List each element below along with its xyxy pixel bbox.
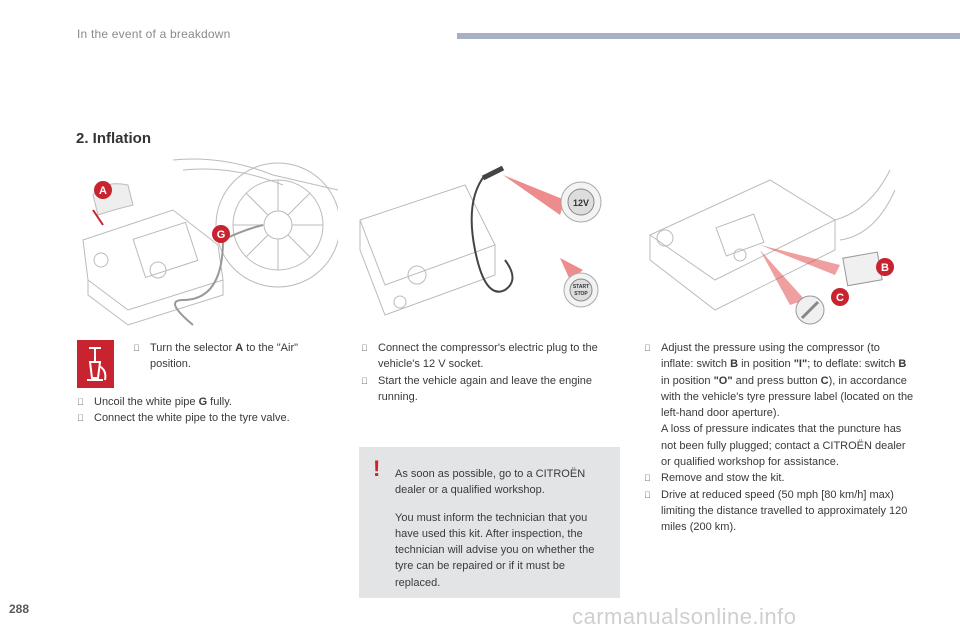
illustration-12v-socket: [355, 150, 620, 330]
bullet-marker: [133, 340, 150, 373]
step-uncoil-pipe: Uncoil the white pipe G fully.: [94, 396, 232, 408]
illustration-pressure-adjust: [640, 150, 910, 330]
step-turn-selector: Turn the selector A to the "Air" position.: [133, 340, 333, 373]
step-connect-pipe: Connect the white pipe to the tyre valve.: [94, 412, 290, 425]
label-c: C: [836, 292, 844, 304]
page-number: 288: [9, 602, 30, 616]
compressor-icon: [77, 340, 114, 388]
warning-text: As soon as possible, go to a CITROËN dealer or a qualified workshop. You must inform the technician that you have used this kit. After inspection, the technician will advise you on whether the tyre can be repaired or if it must be replaced.: [395, 468, 595, 589]
step-adjust-pressure: Adjust the pressure using the compressor (to inflate: switch B in position "I"; to deflate: switch B in position "O" and press button C), in accordance with the vehicle's tyre pressure label (located on the left-hand door aperture). A loss of pressure indicates that the puncture has not been fully plugged; contact a CITROËN dealer or qualified workshop for assistance.: [661, 342, 914, 469]
steps-pipe: [77, 394, 347, 427]
warning-icon: !: [373, 456, 381, 481]
running-header: In the event of a breakdown: [77, 27, 231, 41]
label-stop: STOP: [574, 291, 588, 297]
steps-electric: [361, 340, 616, 405]
header-bar: [457, 33, 960, 39]
step-start-engine: Start the vehicle again and leave the engine running.: [378, 374, 593, 403]
label-start: START: [572, 284, 590, 290]
warning-box: [359, 447, 620, 598]
step-drive-reduced: Drive at reduced speed (50 mph [80 km/h] max) limiting the distance travelled to approximately 120 miles (200 km).: [661, 488, 908, 534]
label-a: A: [99, 185, 107, 197]
illustration-compressor-selector: [73, 150, 338, 330]
watermark: carmanualsonline.info: [572, 604, 797, 629]
steps-adjust-pressure: [644, 340, 914, 536]
section-title: 2. Inflation: [76, 130, 151, 147]
label-12v: 12V: [572, 198, 590, 208]
label-b: B: [881, 262, 889, 274]
step-remove-kit: Remove and stow the kit.: [661, 472, 785, 485]
label-g: G: [216, 229, 226, 241]
step-connect-plug: Connect the compressor's electric plug to the vehicle's 12 V socket.: [378, 342, 598, 371]
